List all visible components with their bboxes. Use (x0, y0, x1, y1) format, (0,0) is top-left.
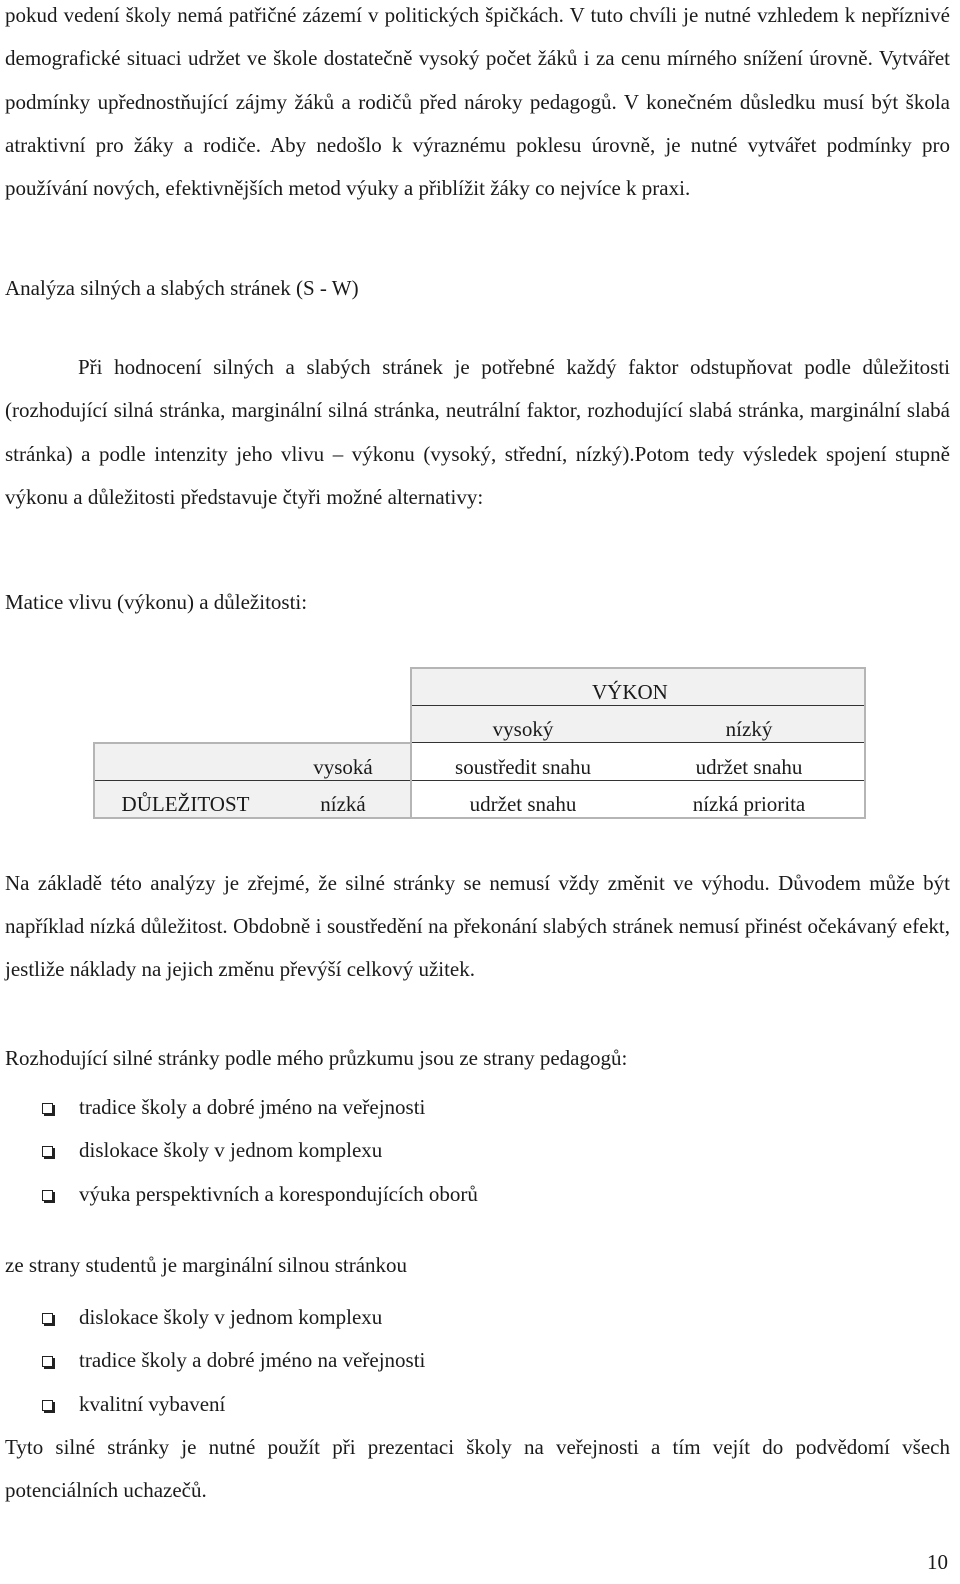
list-item: tradice školy a dobré jméno na veřejnosti (5, 1086, 478, 1129)
checkbox-bullet-icon (42, 1400, 53, 1411)
page-number: 10 (927, 1550, 948, 1574)
checkbox-bullet-icon (42, 1146, 53, 1157)
list-item: kvalitní vybavení (5, 1383, 425, 1426)
matrix-col-high: vysoký (411, 706, 634, 743)
list-item: dislokace školy v jednom komplexu (5, 1129, 478, 1172)
matrix-cell-low-low: nízká priorita (634, 780, 865, 818)
heading-matrix: Matice vlivu (výkonu) a důležitosti: (5, 590, 308, 614)
matrix-vykon-header: VÝKON (592, 680, 668, 704)
list-item: výuka perspektivních a korespondujících oborů (5, 1173, 478, 1216)
heading-teachers-strengths: Rozhodující silné stránky podle mého průzkumu jsou ze strany pedagogů: (5, 1046, 628, 1070)
checkbox-bullet-icon (42, 1103, 53, 1114)
students-strengths-list (5, 1296, 425, 1426)
checkbox-bullet-icon (42, 1190, 53, 1201)
teachers-strengths-list (5, 1086, 478, 1216)
matrix-cell-high-high: soustředit snahu (411, 743, 634, 781)
impact-importance-matrix (93, 667, 866, 819)
checkbox-bullet-icon (42, 1313, 53, 1324)
matrix-col-low: nízký (634, 706, 865, 743)
matrix-row-low: nízká (276, 780, 411, 818)
list-item: dislokace školy v jednom komplexu (5, 1296, 425, 1339)
checkbox-bullet-icon (42, 1356, 53, 1367)
matrix-row-high: vysoká (276, 743, 411, 781)
heading-students-strengths: ze strany studentů je marginální silnou stránkou (5, 1253, 408, 1277)
paragraph-school-conditions: pokud vedení školy nemá patřičné zázemí v politických špičkách. V tuto chvíli je nutné vzhledem k nepříznivé demografické situaci udržet ve škole dostatečně vysoký počet žáků i za cenu mírného snížení úrovně. Vytvářet podmínky upřednostňující zájmy žáků a rodičů před nároky pedagogů. V konečném důsledku musí být škola atraktivní pro žáky a rodiče. Aby nedošlo k výraznému poklesu úrovně, je nutné vytvářet podmínky pro používání nových, efektivnějších metod výuky a přiblížit žáky co nejvíce k praxi. (5, 3, 950, 201)
matrix-cell-high-low: udržet snahu (634, 743, 865, 781)
matrix-cell-low-high: udržet snahu (411, 780, 634, 818)
matrix-dulezitost-header: DŮLEŽITOST (94, 780, 276, 818)
list-item: tradice školy a dobré jméno na veřejnosti (5, 1339, 425, 1382)
paragraph-analysis-conclusion: Na základě této analýzy je zřejmé, že silné stránky se nemusí vždy změnit ve výhodu. Důvodem může být například nízká důležitost. Obdobně i soustředění na překonání slabých stránek nemusí přinést očekávaný efekt, jestliže náklady na jejich změnu převýší celkový užitek. (5, 871, 950, 982)
paragraph-presentation: Tyto silné stránky je nutné použít při prezentaci školy na veřejnosti a tím vejít do podvědomí všech potenciálních uchazečů. (5, 1435, 950, 1503)
paragraph-evaluation: Při hodnocení silných a slabých stránek je potřebné každý faktor odstupňovat podle důležitosti (rozhodující silná stránka, marginální silná stránka, neutrální faktor, rozhodující slabá stránka, marginální slabá stránka) a podle intenzity jeho vlivu – výkonu (vysoký, střední, nízký).Potom tedy výsledek spojení stupně výkonu a důležitosti představuje čtyři možné alternativy: (5, 355, 950, 509)
heading-sw-analysis: Analýza silných a slabých stránek (S - W) (5, 276, 359, 300)
